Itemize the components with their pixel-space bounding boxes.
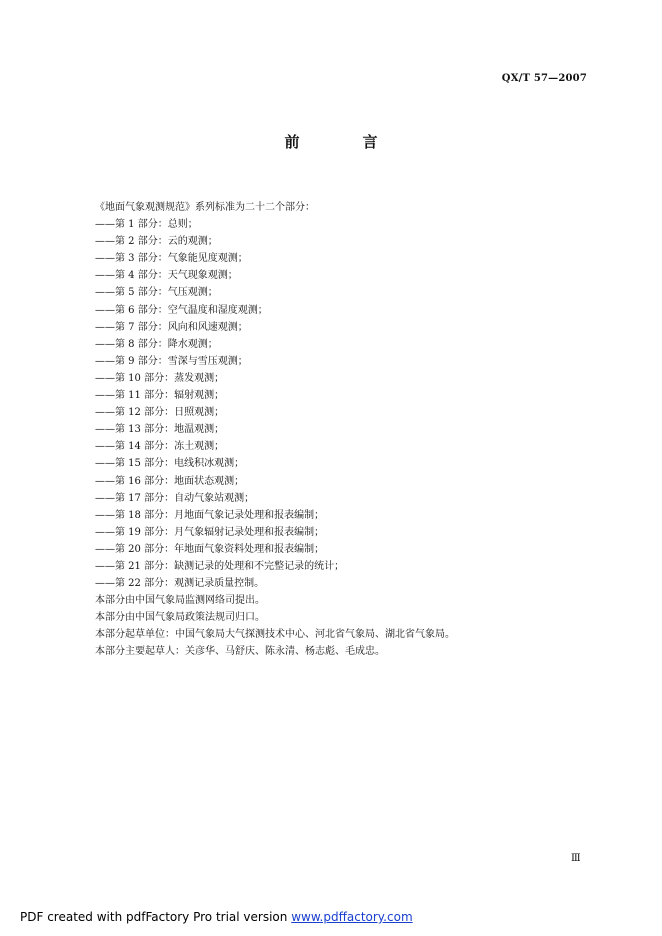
part-list-item: ——第 12 部分：日照观测； (95, 407, 225, 419)
part-list-item: ——第 21 部分：缺测记录的处理和不完整记录的统计； (95, 560, 345, 572)
page-number: Ⅲ (571, 853, 581, 864)
part-list-item: ——第 22 部分：观测记录质量控制。 (95, 578, 265, 590)
part-list-item: ——第 9 部分：雪深与雪压观测； (95, 355, 248, 367)
part-list-item: ——第 13 部分：地温观测； (95, 424, 225, 436)
part-list-item: ——第 15 部分：电线积冰观测； (95, 458, 245, 470)
body-text (95, 199, 595, 661)
statement-line: 本部分主要起草人：关彦华、马舒庆、陈永清、杨志彪、毛成忠。 (95, 646, 385, 658)
part-list-item: ——第 6 部分：空气温度和湿度观测； (95, 304, 268, 316)
part-list-item: ——第 8 部分：降水观测； (95, 338, 218, 350)
part-list-item: ——第 14 部分：冻土观测； (95, 441, 225, 453)
statements-list (95, 592, 595, 660)
part-list-item: ——第 2 部分：云的观测； (95, 236, 218, 248)
part-list-item: ——第 1 部分：总则； (95, 219, 198, 231)
intro-line: 《地面气象观测规范》系列标准为二十二个部分： (95, 202, 315, 213)
watermark-link[interactable]: www.pdffactory.com (291, 910, 413, 924)
statement-line: 本部分起草单位：中国气象局大气探测技术中心、河北省气象局、湖北省气象局。 (95, 629, 455, 641)
parts-list (95, 216, 595, 592)
part-list-item: ——第 4 部分：天气现象观测； (95, 270, 238, 282)
document-code: QX/T 57—2007 (501, 73, 587, 84)
statement-line: 本部分由中国气象局监测网络司提出。 (95, 595, 265, 607)
part-list-item: ——第 7 部分：风向和风速观测； (95, 321, 248, 333)
part-list-item: ——第 10 部分：蒸发观测； (95, 372, 225, 384)
part-list-item: ——第 11 部分：辐射观测； (95, 390, 225, 402)
part-list-item: ——第 3 部分：气象能见度观测； (95, 253, 248, 265)
watermark-footer (20, 910, 413, 924)
part-list-item: ——第 16 部分：地面状态观测； (95, 475, 245, 487)
part-list-item: ——第 5 部分：气压观测； (95, 287, 218, 299)
part-list-item: ——第 20 部分：年地面气象资料处理和报表编制； (95, 543, 325, 555)
statement-line: 本部分由中国气象局政策法规司归口。 (95, 612, 265, 624)
part-list-item: ——第 19 部分：月气象辐射记录处理和报表编制； (95, 526, 325, 538)
part-list-item: ——第 18 部分：月地面气象记录处理和报表编制； (95, 509, 325, 521)
page-title: 前 言 (284, 133, 402, 151)
watermark-text: PDF created with pdfFactory Pro trial version (20, 910, 292, 924)
part-list-item: ——第 17 部分：自动气象站观测； (95, 492, 255, 504)
